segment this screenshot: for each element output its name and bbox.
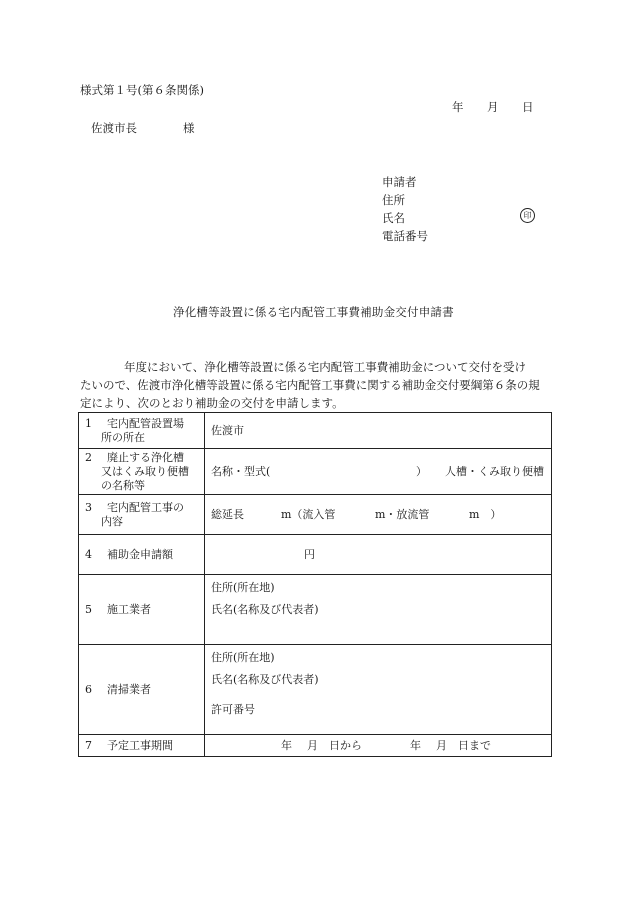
- row-value: [205, 645, 552, 735]
- body-line-1: 年度において、浄化槽等設置に係る宅内配管工事費補助金について交付を受け: [124, 360, 527, 374]
- row-value-text: 年: [281, 739, 292, 752]
- table-row: [79, 449, 552, 495]
- row-label-text: 予定工事期間: [107, 738, 173, 752]
- document-title: 浄化槽等設置に係る宅内配管工事費補助金交付申請書: [173, 305, 454, 319]
- applicant-label: 申請者: [382, 175, 417, 189]
- body-line-3: 定により、次のとおり補助金の交付を申請します。: [80, 396, 344, 410]
- addressee: [0, 121, 630, 135]
- row-label-text: 宅内配管設置場: [107, 416, 184, 430]
- row-label: [79, 735, 205, 757]
- row-value-text: ）: [416, 465, 427, 478]
- applicant-phone: 電話番号: [382, 229, 428, 243]
- table-row: [79, 495, 552, 535]
- row-value-text: 日から: [329, 739, 362, 752]
- row-label-text: 清掃業者: [107, 682, 151, 696]
- row-label-text: 宅内配管工事の: [107, 500, 184, 514]
- row-label: [79, 535, 205, 575]
- form-number: 様式第１号(第６条関係): [80, 83, 204, 97]
- date-day: 日: [522, 100, 534, 114]
- row-value: [205, 495, 552, 535]
- row-value: [205, 413, 552, 449]
- row-label-text: 内容: [101, 514, 123, 528]
- row-value-text: 人槽・くみ取り便槽: [445, 465, 544, 478]
- row-value-text: 年: [410, 739, 421, 752]
- row-number: 4: [85, 547, 92, 561]
- row-value-text: 氏名(名称及び代表者): [211, 673, 319, 686]
- row-number: 1: [85, 416, 92, 430]
- row-number: 7: [85, 738, 92, 752]
- row-value-text: 氏名(名称及び代表者): [211, 603, 319, 616]
- row-number: 2: [85, 450, 92, 464]
- application-table: [78, 412, 552, 757]
- row-value: [205, 735, 552, 757]
- table-row: [79, 645, 552, 735]
- row-label: [79, 495, 205, 535]
- table-row: [79, 535, 552, 575]
- table-row: [79, 735, 552, 757]
- row-number: 5: [85, 602, 92, 616]
- row-label-text: 施工業者: [107, 602, 151, 616]
- row-value-text: 月: [436, 739, 447, 752]
- row-value-text: m（流入管: [281, 508, 336, 521]
- seal-mark: 印: [520, 208, 535, 223]
- row-value-text: 佐渡市: [211, 423, 244, 437]
- body-line-2: たいので、佐渡市浄化槽等設置に係る宅内配管工事費に関する補助金交付要綱第６条の規: [80, 378, 540, 392]
- row-label: [79, 413, 205, 449]
- table-row: [79, 575, 552, 645]
- row-label-text: 補助金申請額: [107, 547, 173, 561]
- date-year: 年: [452, 100, 464, 114]
- applicant-name: 氏名: [382, 211, 405, 225]
- row-label-text: の名称等: [101, 478, 145, 492]
- row-value-text: 許可番号: [211, 703, 255, 716]
- row-value-text: m ）: [469, 508, 502, 521]
- row-value-text: 住所(所在地): [211, 581, 275, 594]
- row-label-text: 廃止する浄化槽: [107, 450, 184, 464]
- row-label: [79, 449, 205, 495]
- row-value: [205, 449, 552, 495]
- row-value-text: 名称・型式(: [211, 464, 271, 478]
- row-value-text: 月: [307, 739, 318, 752]
- row-label: [79, 645, 205, 735]
- body-paragraph: [80, 358, 552, 412]
- row-number: 3: [85, 500, 92, 514]
- row-value-text: 円: [304, 547, 315, 561]
- row-value-text: m・放流管: [375, 508, 430, 521]
- date-month: 月: [487, 100, 499, 114]
- row-label-text: 所の所在: [101, 430, 145, 444]
- row-value-text: 総延長: [211, 507, 244, 521]
- row-number: 6: [85, 682, 92, 696]
- row-label: [79, 575, 205, 645]
- date-line: [0, 100, 630, 114]
- table-row: [79, 413, 552, 449]
- applicant-address: 住所: [382, 193, 405, 207]
- addressee-honorific: 様: [183, 121, 195, 135]
- row-label-text: 又はくみ取り便槽: [101, 464, 189, 478]
- addressee-name: 佐渡市長: [91, 121, 137, 135]
- row-value: [205, 575, 552, 645]
- row-value-text: 住所(所在地): [211, 651, 275, 664]
- row-value: [205, 535, 552, 575]
- row-value-text: 日まで: [458, 739, 491, 752]
